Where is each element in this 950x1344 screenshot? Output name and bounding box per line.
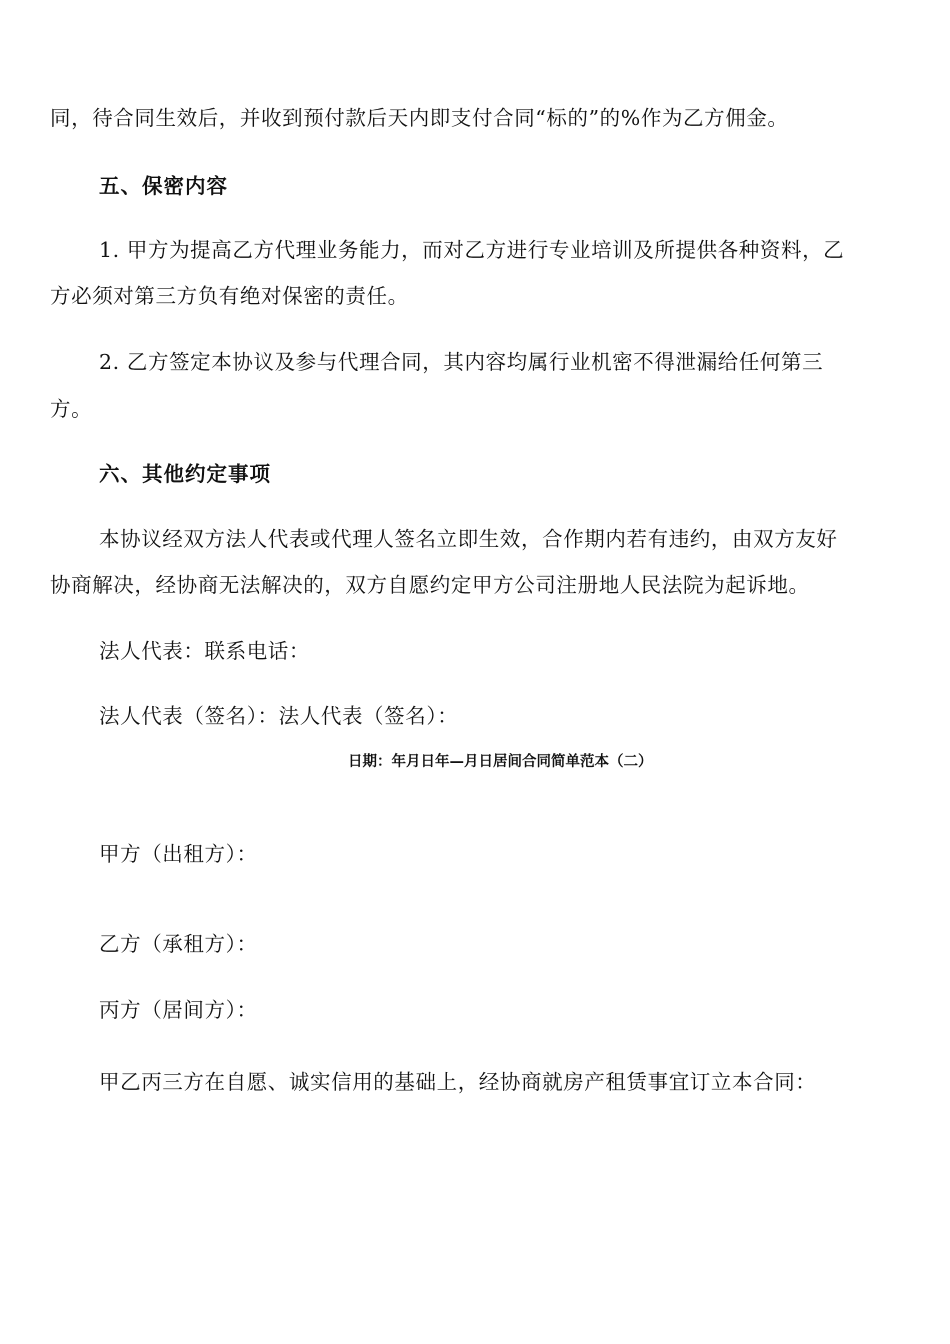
paragraph-line: 1. 甲方为提高乙方代理业务能力，而对乙方进行专业培训及所提供各种资料，乙	[99, 238, 845, 262]
party-a-line: 甲方（出租方）：	[99, 842, 258, 866]
section-heading-other-terms: 六、其他约定事项	[99, 462, 271, 486]
party-b-line: 乙方（承租方）：	[99, 932, 258, 956]
paragraph-line: 本协议经双方法人代表或代理人签名立即生效，合作期内若有违约，由双方友好	[99, 527, 838, 551]
paragraph-line: 2. 乙方签定本协议及参与代理合同，其内容均属行业机密不得泄漏给任何第三	[99, 350, 824, 374]
paragraph-line: 方必须对第三方负有绝对保密的责任。	[50, 284, 409, 308]
paragraph-line: 甲乙丙三方在自愿、诚实信用的基础上，经协商就房产租赁事宜订立本合同：	[99, 1070, 817, 1094]
signature-contact-line: 法人代表：联系电话：	[99, 639, 310, 663]
date-and-title-line: 日期：年月日年—月日居间合同简单范本（二）	[348, 754, 653, 770]
section-heading-confidentiality: 五、保密内容	[99, 174, 228, 198]
paragraph-line: 协商解决，经协商无法解决的，双方自愿约定甲方公司注册地人民法院为起诉地。	[50, 573, 810, 597]
signature-line: 法人代表（签名）：法人代表（签名）：	[99, 704, 459, 728]
paragraph-line: 同，待合同生效后，并收到预付款后天内即支付合同“标的”的%作为乙方佣金。	[50, 106, 789, 130]
paragraph-line: 方。	[50, 397, 93, 421]
party-c-line: 丙方（居间方）：	[99, 998, 258, 1022]
